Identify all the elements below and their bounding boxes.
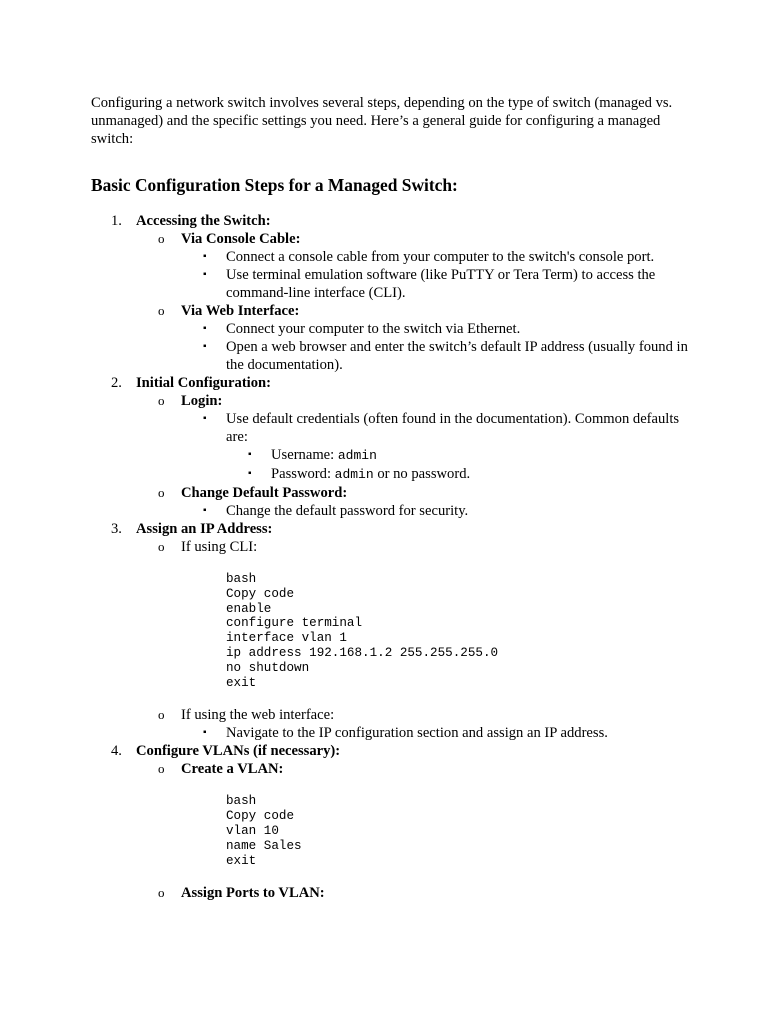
password-label: Password: — [271, 466, 335, 482]
sub-item — [136, 706, 691, 742]
username-label: Username: — [271, 447, 338, 463]
square-bullet-icon: ▪ — [203, 413, 207, 424]
step-number: 4. — [111, 743, 122, 760]
bullet-item — [181, 338, 691, 374]
step-number: 2. — [111, 375, 122, 391]
square-bullet-icon: ▪ — [203, 341, 207, 352]
step-4 — [91, 742, 691, 902]
bullet-item — [181, 320, 691, 338]
circle-bullet-icon: o — [158, 885, 165, 901]
circle-bullet-icon: o — [158, 707, 165, 723]
sub-item-title: If using CLI: — [181, 539, 258, 555]
bullet-item — [181, 410, 691, 484]
password-value: admin — [334, 467, 374, 482]
sub-item — [136, 484, 691, 520]
sub-item-title: If using the web interface: — [181, 707, 335, 724]
steps-list — [91, 212, 691, 902]
intro-paragraph: Configuring a network switch involves several steps, depending on the type of switch (managed vs. unmanaged) and the specific settings you need. Here’s a general guide for configuring a managed switch: — [91, 95, 673, 147]
square-bullet-icon: ▪ — [203, 727, 207, 739]
sub-item-title: Change Default Password: — [181, 485, 348, 501]
document-page — [91, 94, 691, 902]
username-value: admin — [337, 448, 377, 463]
bullet-item — [181, 266, 691, 302]
square-bullet-icon: ▪ — [203, 323, 207, 334]
step-title: Assign an IP Address: — [136, 521, 273, 537]
step-1 — [91, 212, 691, 374]
circle-bullet-icon: o — [158, 761, 165, 777]
step-2 — [91, 374, 691, 520]
bullet-text: Open a web browser and enter the switch’s default IP address (usually found in the documentation). — [226, 339, 688, 373]
bullet-text: Navigate to the IP configuration section and assign an IP address. — [226, 725, 608, 742]
bullet-text: Use default credentials (often found in the documentation). Common defaults are: — [226, 411, 680, 445]
code-block: bash Copy code enable configure terminal interface vlan 1 ip address 192.168.1.2 255.255.255.0 no shutdown exit — [226, 572, 499, 690]
sub-item-title: Via Console Cable: — [181, 231, 301, 247]
bullet-text: Connect your computer to the switch via Ethernet. — [226, 321, 521, 337]
sub-item — [136, 760, 691, 868]
circle-bullet-icon: o — [158, 539, 165, 554]
circle-bullet-icon: o — [158, 485, 165, 500]
square-bullet-icon: ▪ — [203, 505, 207, 516]
bullet-item — [181, 248, 691, 266]
sub-item — [136, 230, 691, 302]
step-3 — [91, 520, 691, 742]
sub-item-title: Via Web Interface: — [181, 303, 300, 319]
sub-item — [136, 392, 691, 484]
sub-item-title: Login: — [181, 393, 223, 409]
nested-bullet-item — [226, 446, 691, 465]
bullet-text: Use terminal emulation software (like PuTTY or Tera Term) to access the command-line interface (CLI). — [226, 267, 656, 301]
circle-bullet-icon: o — [158, 393, 165, 408]
sub-item — [136, 884, 691, 902]
square-bullet-icon: ▪ — [203, 269, 207, 280]
sub-item-title: Assign Ports to VLAN: — [181, 885, 325, 902]
bullet-text: Change the default password for security. — [226, 503, 469, 519]
bullet-item — [181, 502, 691, 520]
sub-item — [136, 538, 691, 690]
section-heading: Basic Configuration Steps for a Managed Switch: — [91, 175, 458, 195]
sub-item-title: Create a VLAN: — [181, 761, 284, 778]
bullet-text: Connect a console cable from your computer to the switch's console port. — [226, 249, 655, 265]
bullet-item — [181, 724, 691, 742]
password-suffix: or no password. — [373, 466, 471, 482]
square-bullet-icon: ▪ — [203, 251, 207, 262]
square-bullet-icon: ▪ — [248, 468, 252, 479]
step-title: Accessing the Switch: — [136, 213, 271, 229]
circle-bullet-icon: o — [158, 231, 165, 246]
square-bullet-icon: ▪ — [248, 449, 252, 460]
step-number: 3. — [111, 521, 122, 537]
code-block: bash Copy code vlan 10 name Sales exit — [226, 794, 302, 868]
step-title: Configure VLANs (if necessary): — [136, 743, 341, 760]
nested-bullet-item — [226, 465, 691, 484]
step-number: 1. — [111, 213, 122, 229]
step-title: Initial Configuration: — [136, 375, 272, 391]
circle-bullet-icon: o — [158, 303, 165, 318]
sub-item — [136, 302, 691, 374]
